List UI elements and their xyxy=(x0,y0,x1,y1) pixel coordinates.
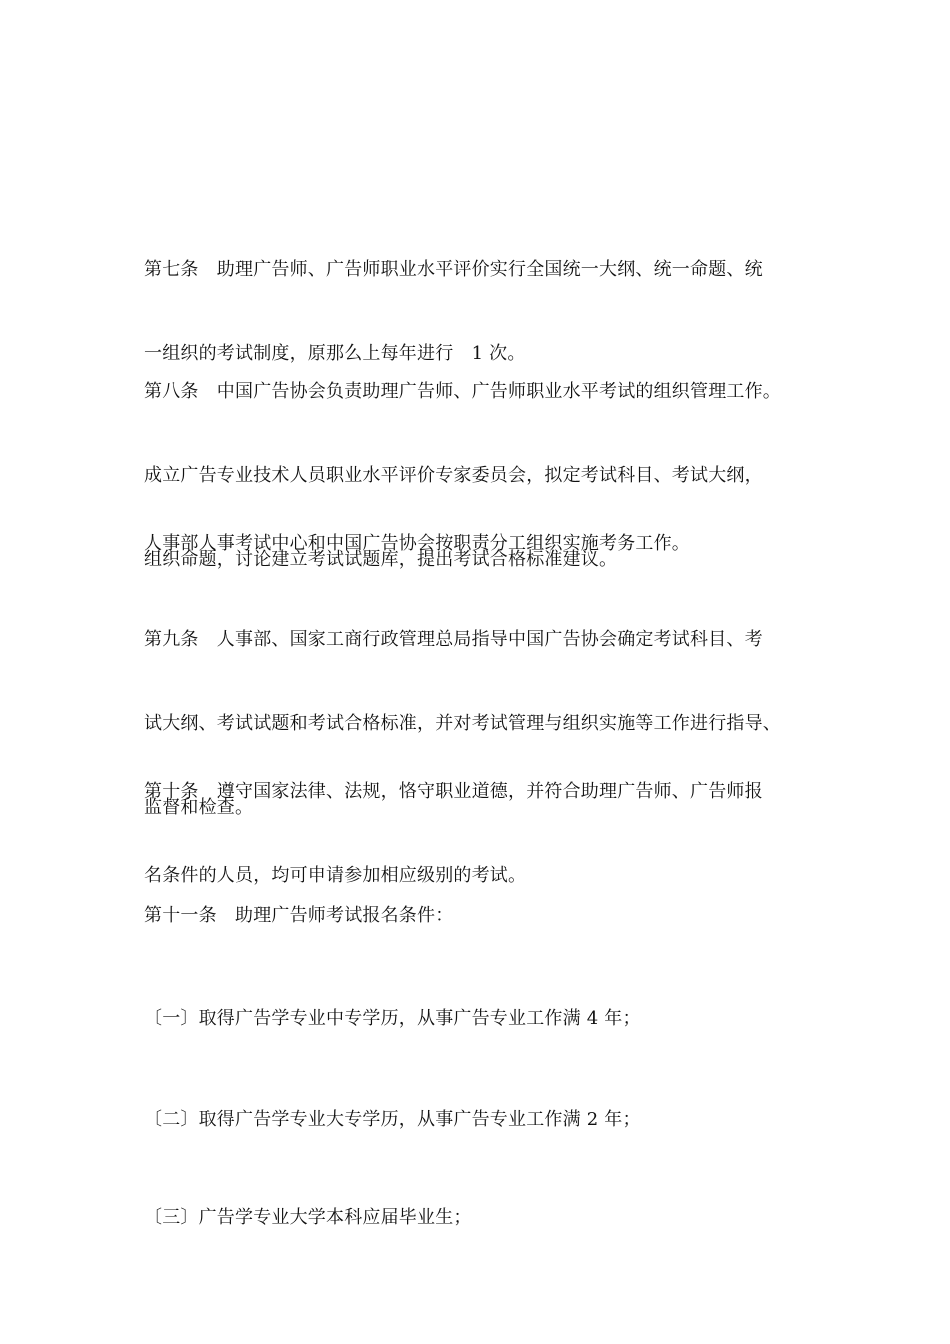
text-line: 成立广告专业技术人员职业水平评价专家委员会，拟定考试科目、考试大纲， xyxy=(144,465,763,486)
text-line: 组织命题，讨论建立考试试题库，提出考试合格标准建议。 xyxy=(144,549,618,570)
text-line: 人事部人事考试中心和中国广告协会按职责分工组织实施考务工作。 xyxy=(144,533,690,554)
text-line: 〔一〕取得广告学专业中专学历，从事广告专业工作满 4 年； xyxy=(144,1008,641,1029)
text-line: 〔三〕广告学专业大学本科应届毕业生； xyxy=(144,1207,472,1228)
text-line: 第八条 中国广告协会负责助理广告师、广告师职业水平考试的组织管理工作。 xyxy=(144,381,781,402)
paragraph-condition-3 xyxy=(144,1148,834,1288)
text-line: 试大纲、考试试题和考试合格标准，并对考试管理与组织实施等工作进行指导、 xyxy=(144,713,781,734)
text-line: 监督和检查。 xyxy=(144,797,254,818)
text-line: 第七条 助理广告师、广告师职业水平评价实行全国统一大纲、统一命题、统 xyxy=(144,259,763,280)
text-line: 第十一条 助理广告师考试报名条件： xyxy=(144,905,454,926)
text-line: 名条件的人员，均可申请参加相应级别的考试。 xyxy=(144,865,527,886)
text-line: 第九条 人事部、国家工商行政管理总局指导中国广告协会确定考试科目、考 xyxy=(144,629,763,650)
text-line: 一组织的考试制度，原那么上每年进行 1 次。 xyxy=(144,343,526,364)
text-line: 〔二〕取得广告学专业大专学历，从事广告专业工作满 2 年； xyxy=(144,1109,641,1130)
text-line: 第十条 遵守国家法律、法规，恪守职业道德，并符合助理广告师、广告师报 xyxy=(144,781,763,802)
